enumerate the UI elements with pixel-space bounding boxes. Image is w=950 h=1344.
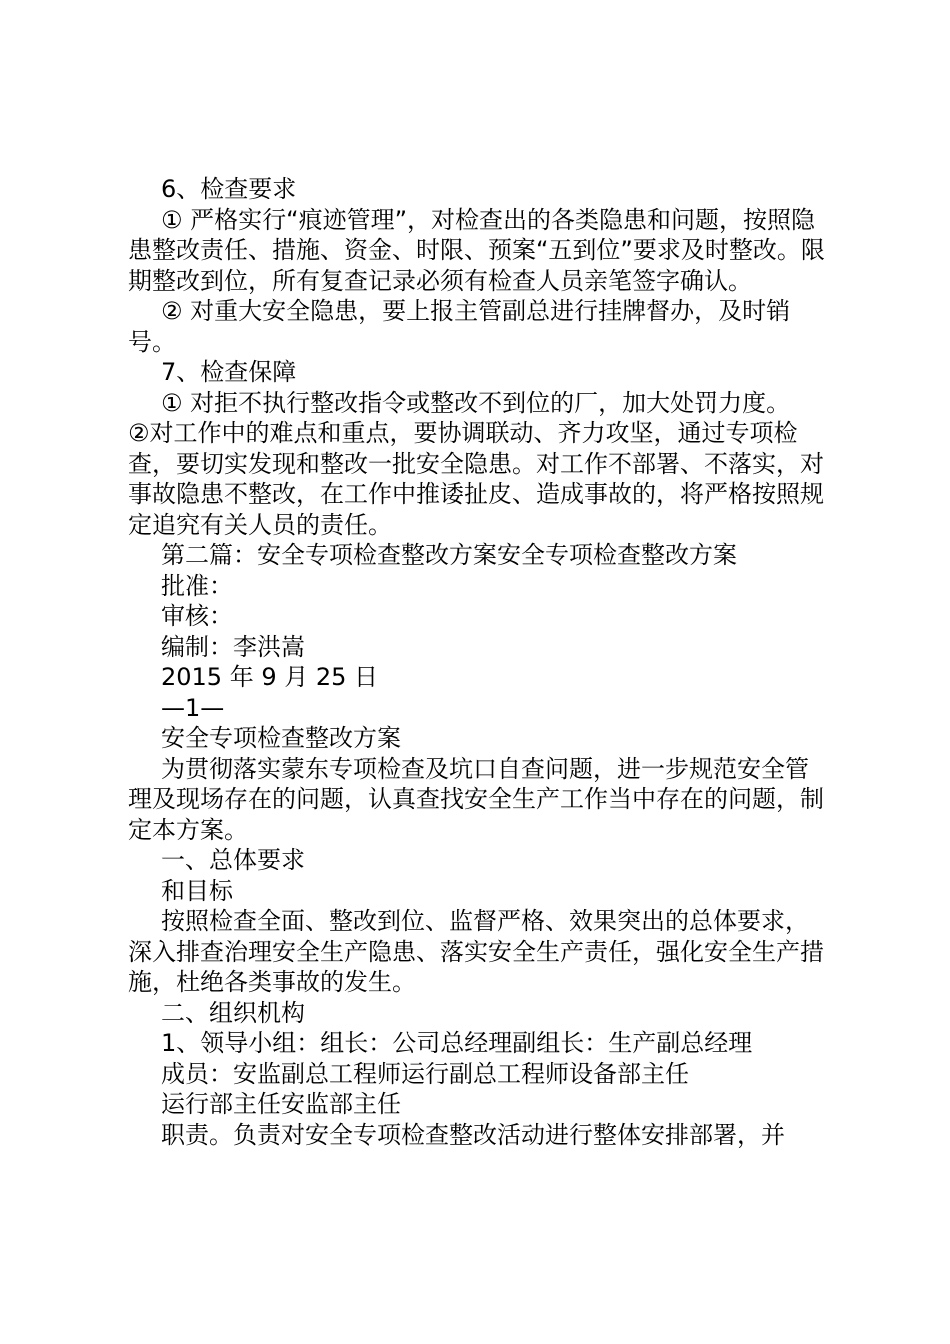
section-heading-goals: 和目标: [161, 876, 233, 905]
review-line: 审核：: [161, 602, 233, 630]
paragraph-accountability: ②对工作中的难点和重点，要协调联动、齐力攻坚，通过专项检查，要切实发现和整改一批安全隐患。对工作不部署、不落实，对事故隐患不整改，在工作中推诿扯皮、造成事故的，将严格按照规定追究有关人员的责任。: [128, 419, 824, 539]
paragraph-general-requirements: 按照检查全面、整改到位、监督严格、效果突出的总体要求，深入排查治理安全生产隐患、落实安全生产责任，强化安全生产措施，杜绝各类事故的发生。: [128, 907, 824, 996]
section-heading-organization: 二、组织机构: [161, 998, 305, 1027]
author-line: 编制：李洪嵩: [161, 632, 305, 661]
members-line-2: 运行部主任安监部主任: [161, 1090, 401, 1118]
paragraph-major-hazard: ② 对重大安全隐患，要上报主管副总进行挂牌督办，及时销号。: [128, 297, 791, 356]
document-body: [128, 174, 828, 1150]
members-line: 成员：安监副总工程师运行副总工程师设备部主任: [161, 1059, 689, 1088]
paragraph-purpose: 为贯彻落实蒙东专项检查及坑口自查问题，进一步规范安全管理及现场存在的问题，认真查找安全生产工作当中存在的问题，制定本方案。: [128, 754, 824, 844]
approval-line: 批准：: [161, 571, 233, 600]
chapter-title: 第二篇：安全专项检查整改方案安全专项检查整改方案: [161, 541, 737, 569]
page-number: —1—: [161, 693, 225, 722]
section-heading-7: 7、检查保障: [161, 358, 297, 386]
section-heading-general: 一、总体要求: [161, 846, 305, 874]
paragraph-penalty: ① 对拒不执行整改指令或整改不到位的厂，加大处罚力度。: [161, 388, 791, 417]
section-heading-6: 6、检查要求: [161, 175, 297, 203]
plan-title: 安全专项检查整改方案: [161, 724, 401, 752]
paragraph-trace-management: ① 严格实行“痕迹管理”，对检查出的各类隐患和问题，按照隐患整改责任、措施、资金、时限、预案“五到位”要求及时整改。限期整改到位，所有复查记录必须有检查人员亲笔签字确认。: [128, 205, 825, 295]
leadership-group-line: 1、领导小组：组长：公司总经理副组长：生产副总经理: [161, 1029, 753, 1057]
duties-line: 职责。负责对安全专项检查整改活动进行整体安排部署，并: [161, 1120, 785, 1149]
date-line: 2015 年 9 月 25 日: [161, 663, 379, 691]
